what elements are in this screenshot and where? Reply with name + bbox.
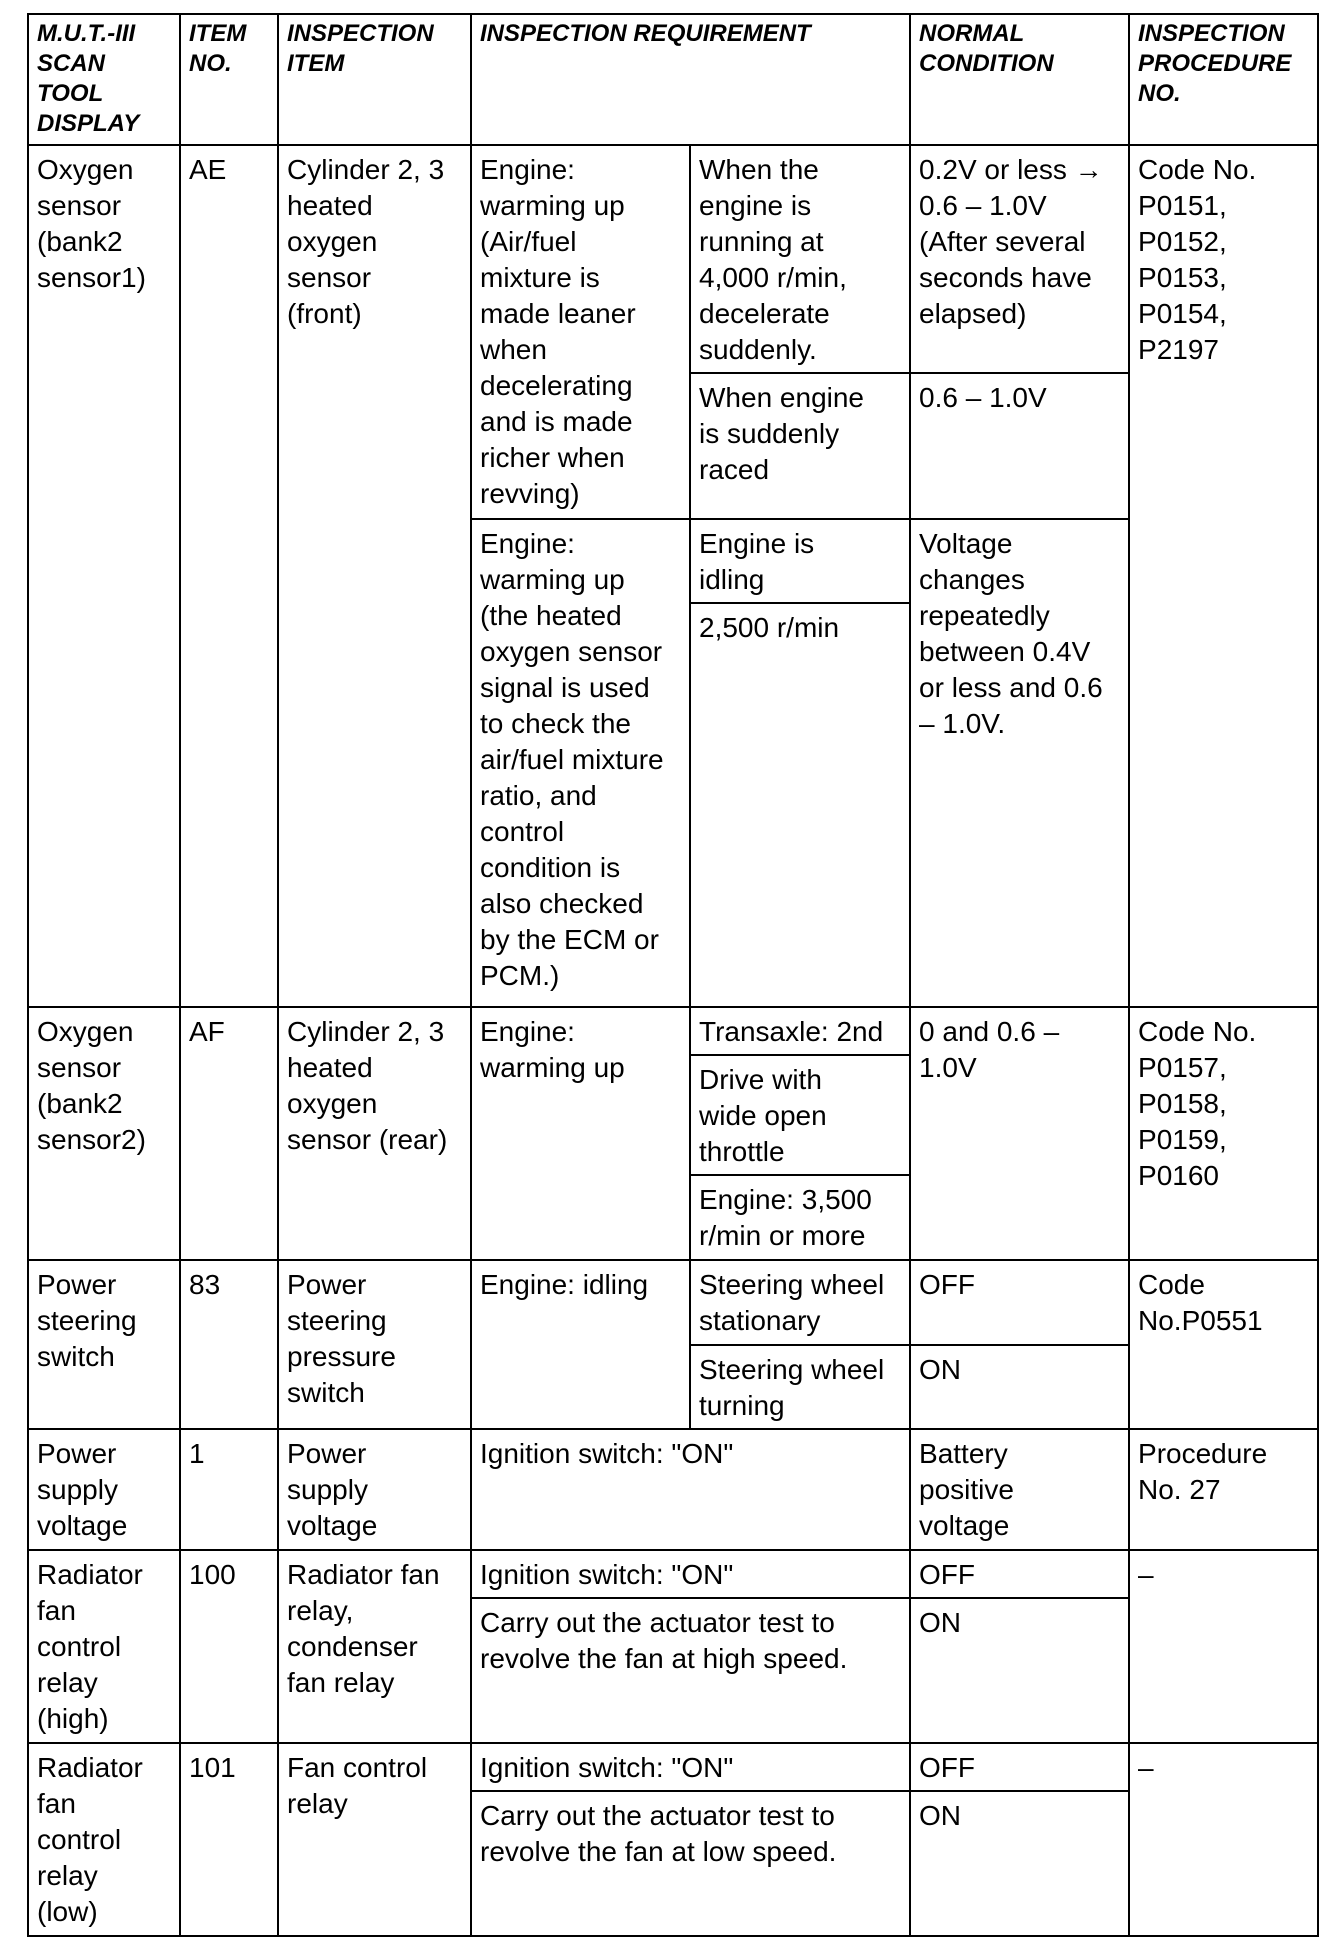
- inspection-item-cell: Power steering pressure switch: [278, 1260, 471, 1429]
- table-row: [28, 1429, 1318, 1550]
- display-cell: Radiator fan control relay (high): [28, 1550, 180, 1743]
- header-normal-condition: NORMAL CONDITION: [910, 14, 1129, 145]
- inspection-item-cell: Cylinder 2, 3 heated oxygen sensor (front): [278, 145, 471, 1007]
- sub-requirement-cell: Transaxle: 2nd: [690, 1007, 910, 1055]
- requirement-cell: Engine: warming up (the heated oxygen sensor signal is used to check the air/fuel mixture ratio, and control condition is also checked by the ECM or PCM.): [471, 519, 690, 1007]
- item-no-cell: 1: [180, 1429, 278, 1550]
- normal-condition-cell: 0.6 – 1.0V: [910, 373, 1129, 519]
- requirement-cell: Ignition switch: "ON": [471, 1429, 910, 1550]
- inspection-item-cell: Radiator fan relay, condenser fan relay: [278, 1550, 471, 1743]
- normal-condition-cell: ON: [910, 1345, 1129, 1429]
- sub-requirement-cell: 2,500 r/min: [690, 603, 910, 1007]
- item-no-cell: 83: [180, 1260, 278, 1429]
- normal-condition-cell: ON: [910, 1791, 1129, 1936]
- item-no-cell: 101: [180, 1743, 278, 1936]
- table-row: [28, 1743, 1318, 1791]
- item-no-cell: 100: [180, 1550, 278, 1743]
- header-inspection-item: INSPECTION ITEM: [278, 14, 471, 145]
- display-cell: Oxygen sensor (bank2 sensor2): [28, 1007, 180, 1260]
- header-inspection-requirement: INSPECTION REQUIREMENT: [471, 14, 910, 145]
- inspection-item-cell: Cylinder 2, 3 heated oxygen sensor (rear): [278, 1007, 471, 1260]
- inspection-item-cell: Fan control relay: [278, 1743, 471, 1936]
- normal-condition-cell: 0 and 0.6 – 1.0V: [910, 1007, 1129, 1260]
- requirement-cell: Carry out the actuator test to revolve the fan at high speed.: [471, 1598, 910, 1743]
- table-row: [28, 145, 1318, 373]
- sub-requirement-cell: Drive with wide open throttle: [690, 1055, 910, 1175]
- normal-condition-cell: ON: [910, 1598, 1129, 1743]
- requirement-cell: Engine: idling: [471, 1260, 690, 1429]
- normal-condition-cell: OFF: [910, 1743, 1129, 1791]
- procedure-cell: –: [1129, 1550, 1318, 1743]
- normal-condition-cell: 0.2V or less → 0.6 – 1.0V (After several seconds have elapsed): [910, 145, 1129, 373]
- procedure-cell: Code No. P0157, P0158, P0159, P0160: [1129, 1007, 1318, 1260]
- requirement-cell: Carry out the actuator test to revolve the fan at low speed.: [471, 1791, 910, 1936]
- header-scan-tool-display: M.U.T.-III SCAN TOOL DISPLAY: [28, 14, 180, 145]
- header-procedure-no: INSPECTION PROCEDURE NO.: [1129, 14, 1318, 145]
- table-row: [28, 1007, 1318, 1055]
- display-cell: Power supply voltage: [28, 1429, 180, 1550]
- sub-requirement-cell: Steering wheel stationary: [690, 1260, 910, 1345]
- display-cell: Oxygen sensor (bank2 sensor1): [28, 145, 180, 1007]
- requirement-cell: Engine: warming up (Air/fuel mixture is made leaner when decelerating and is made richer when revving): [471, 145, 690, 519]
- item-no-cell: AE: [180, 145, 278, 1007]
- table-row: [28, 1260, 1318, 1345]
- header-item-no: ITEM NO.: [180, 14, 278, 145]
- requirement-cell: Ignition switch: "ON": [471, 1743, 910, 1791]
- sub-requirement-cell: Steering wheel turning: [690, 1345, 910, 1429]
- inspection-item-cell: Power supply voltage: [278, 1429, 471, 1550]
- display-cell: Power steering switch: [28, 1260, 180, 1429]
- normal-condition-cell: OFF: [910, 1260, 1129, 1345]
- procedure-cell: Code No. P0151, P0152, P0153, P0154, P2197: [1129, 145, 1318, 1007]
- procedure-cell: Code No.P0551: [1129, 1260, 1318, 1429]
- inspection-table: [27, 13, 1319, 1937]
- procedure-cell: –: [1129, 1743, 1318, 1936]
- normal-condition-cell: Voltage changes repeatedly between 0.4V or less and 0.6 – 1.0V.: [910, 519, 1129, 1007]
- display-cell: Radiator fan control relay (low): [28, 1743, 180, 1936]
- header-row: [28, 14, 1318, 145]
- requirement-cell: Ignition switch: "ON": [471, 1550, 910, 1598]
- item-no-cell: AF: [180, 1007, 278, 1260]
- sub-requirement-cell: When engine is suddenly raced: [690, 373, 910, 519]
- normal-condition-cell: OFF: [910, 1550, 1129, 1598]
- requirement-cell: Engine: warming up: [471, 1007, 690, 1260]
- sub-requirement-cell: When the engine is running at 4,000 r/min, decelerate suddenly.: [690, 145, 910, 373]
- table-row: [28, 1550, 1318, 1598]
- procedure-cell: Procedure No. 27: [1129, 1429, 1318, 1550]
- sub-requirement-cell: Engine: 3,500 r/min or more: [690, 1175, 910, 1260]
- normal-condition-cell: Battery positive voltage: [910, 1429, 1129, 1550]
- sub-requirement-cell: Engine is idling: [690, 519, 910, 603]
